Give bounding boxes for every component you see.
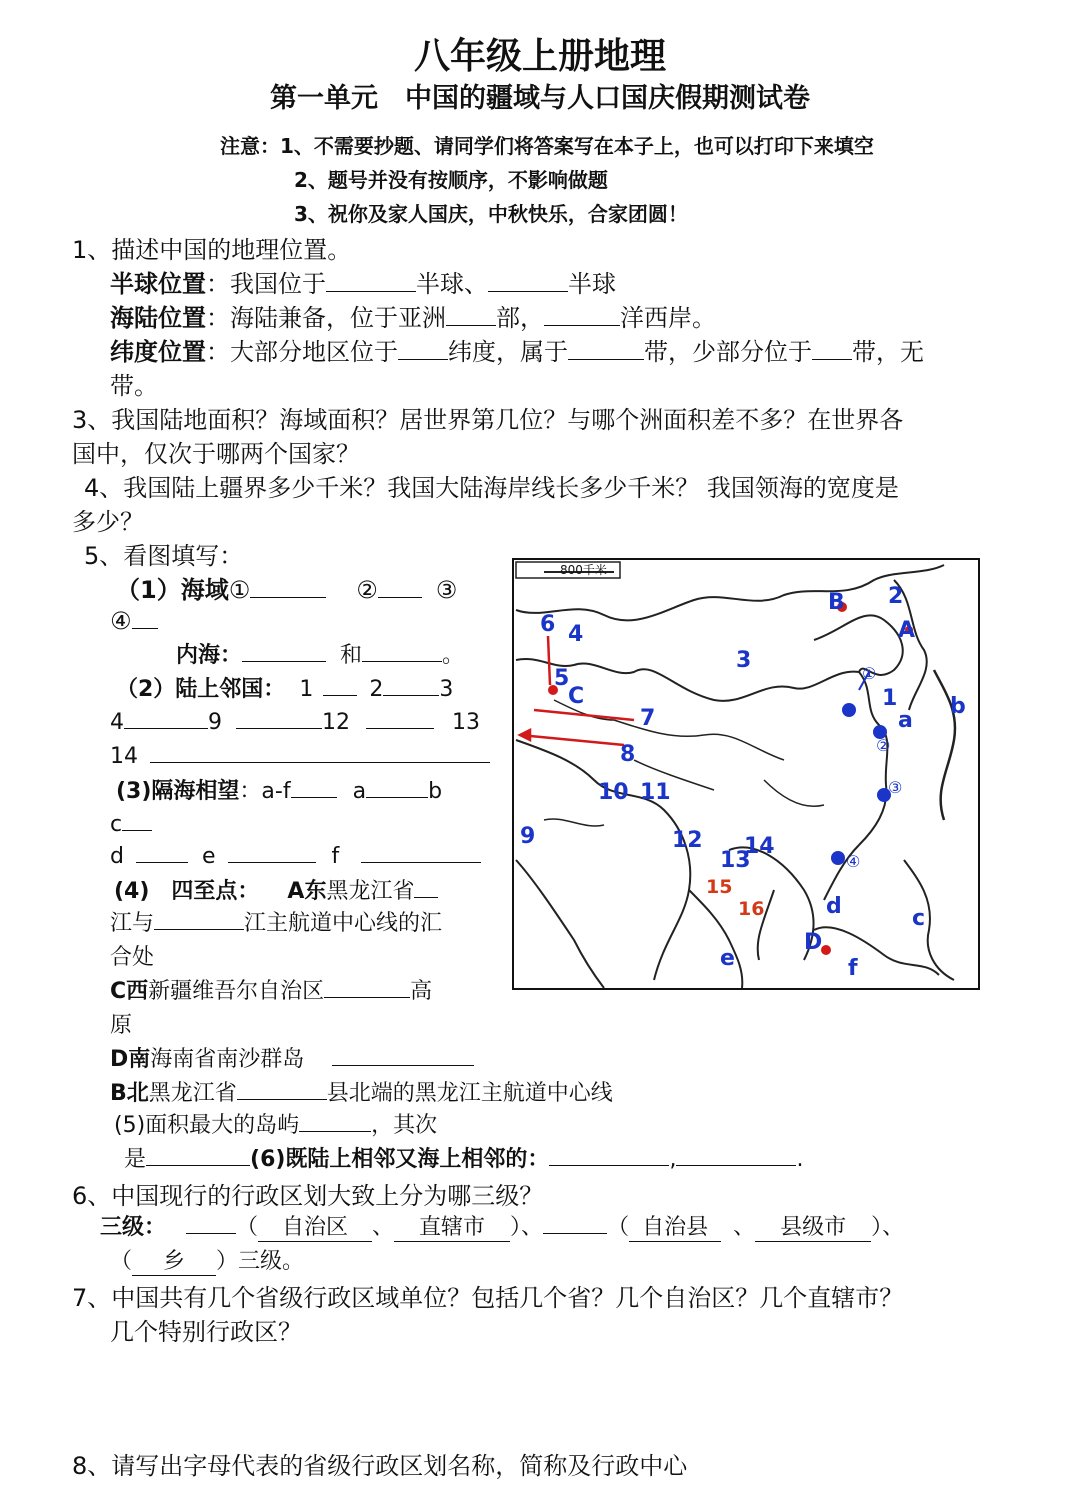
asia-map xyxy=(512,558,980,990)
blank[interactable] xyxy=(291,775,337,798)
text: ④ xyxy=(110,607,132,635)
blank[interactable] xyxy=(446,301,496,326)
q5-s4-c-line2: 原 xyxy=(110,1013,133,1038)
blank[interactable] xyxy=(237,1077,327,1100)
q5-s2-line3 xyxy=(110,740,490,769)
q1-latitude-end: 带。 xyxy=(110,372,158,400)
q6-stem: 6、中国现行的行政区划大致上分为哪三级？ xyxy=(72,1182,544,1210)
text: ① xyxy=(228,576,251,604)
text: 是 xyxy=(124,1147,147,1172)
text: 黑龙江省 xyxy=(148,1081,237,1106)
text: ：我国位于 xyxy=(206,270,326,298)
arrow-8 xyxy=(520,735,624,745)
text: 纬度，属于 xyxy=(448,338,568,366)
blank[interactable] xyxy=(398,335,448,360)
text: . xyxy=(796,1147,804,1172)
map-scale: 800千米 xyxy=(560,563,607,577)
map-label-7: 7 xyxy=(640,706,656,731)
blank[interactable] xyxy=(324,975,410,998)
latitude-label: 纬度位置 xyxy=(110,338,206,366)
text: ）、 xyxy=(871,1215,905,1240)
text: ，其次 xyxy=(371,1113,438,1138)
answer-county-city[interactable]: 县级市 xyxy=(755,1210,871,1242)
text: 黑龙江省 xyxy=(326,879,415,904)
q3-line1: 3、我国陆地面积？海域面积？居世界第几位？与哪个洲面积差不多？在世界各 xyxy=(72,406,904,434)
map-label-14: 14 xyxy=(744,834,775,859)
sea-land-label: 海陆位置 xyxy=(110,304,206,332)
map-label-d: d xyxy=(826,894,842,919)
text: b xyxy=(428,779,443,804)
text: 海南省南沙群岛 xyxy=(150,1047,305,1072)
hemisphere-label: 半球位置 xyxy=(110,270,206,298)
q8-line1: 8、请写出字母代表的省级行政区划名称，简称及行政中心 xyxy=(72,1452,688,1480)
blank[interactable] xyxy=(146,1143,250,1166)
blank[interactable] xyxy=(362,639,442,662)
answer-autonomous-county[interactable]: 自治县 xyxy=(629,1210,721,1242)
map-label-A: A xyxy=(898,618,916,643)
map-label-B: B xyxy=(828,590,845,615)
blank[interactable] xyxy=(543,1211,607,1234)
text: 带，少部分位于 xyxy=(644,338,812,366)
blank[interactable] xyxy=(366,775,428,798)
across-sea-label: (3)隔海相望 xyxy=(116,779,240,804)
map-label-circle-3: ③ xyxy=(888,778,903,797)
note-3: 3、祝你及家人国庆，中秋快乐，合家团圆！ xyxy=(294,202,688,226)
text: (6)既陆上相邻又海上相邻的： xyxy=(250,1147,550,1172)
q5-s4-a-line2 xyxy=(110,906,442,937)
blank[interactable] xyxy=(812,335,852,360)
inner-sea-label: 内海： xyxy=(176,643,243,668)
text: 3 xyxy=(439,677,454,702)
blank[interactable] xyxy=(568,335,644,360)
text: 半球、 xyxy=(416,270,488,298)
map-label-6: 6 xyxy=(540,612,556,637)
page-title: 八年级上册地理 xyxy=(413,36,666,77)
text: 13 xyxy=(452,710,480,735)
map-label-3: 3 xyxy=(736,648,752,673)
page-subtitle: 第一单元 中国的疆域与人口国庆假期测试卷 xyxy=(270,83,810,114)
q5-s1 xyxy=(116,570,457,605)
text: （ xyxy=(236,1215,259,1240)
text: 、 xyxy=(372,1215,395,1240)
text: 高 xyxy=(410,979,433,1004)
map-label-2: 2 xyxy=(888,584,904,609)
blank[interactable] xyxy=(236,706,322,729)
text: c xyxy=(110,812,123,837)
blank[interactable] xyxy=(383,673,439,696)
map-label-5: 5 xyxy=(554,666,570,691)
blank[interactable] xyxy=(154,907,244,930)
text: a xyxy=(352,779,367,804)
sea-area-label: （1）海域 xyxy=(116,576,229,604)
blank[interactable] xyxy=(132,604,158,629)
text: f xyxy=(331,844,340,869)
map-label-circle-2: ② xyxy=(876,736,891,755)
map-label-C: C xyxy=(568,684,585,709)
text: d xyxy=(110,844,124,869)
blank[interactable] xyxy=(332,1043,474,1066)
text: （ xyxy=(607,1215,630,1240)
text: ）三级。 xyxy=(216,1249,305,1274)
blank[interactable] xyxy=(242,639,326,662)
text: A东 xyxy=(287,879,327,904)
text: 。 xyxy=(442,643,465,668)
blank[interactable] xyxy=(150,740,490,763)
text: C西 xyxy=(110,979,149,1004)
map-label-11: 11 xyxy=(640,780,671,805)
text: 洋西岸。 xyxy=(620,304,716,332)
text: 2 xyxy=(369,677,384,702)
q5-s4-c xyxy=(110,974,432,1005)
red-dot-d xyxy=(821,945,831,955)
q1-hemisphere xyxy=(110,264,616,299)
q5-s2-line2 xyxy=(110,706,480,735)
map-label-16: 16 xyxy=(738,898,765,920)
blue-dot-1 xyxy=(842,703,856,717)
q7-line1: 7、中国共有几个省级行政区域单位？包括几个省？几个自治区？几个直辖市？ xyxy=(72,1284,904,1312)
map-label-8: 8 xyxy=(620,742,636,767)
q5-s4 xyxy=(114,874,438,905)
answer-township[interactable]: 乡 xyxy=(132,1244,216,1276)
note-1: 注意：1、不需要抄题、请同学们将答案写在本子上，也可以打印下来填空 xyxy=(220,134,874,158)
q5-s4-b xyxy=(110,1076,613,1107)
map-label-f: f xyxy=(848,956,858,981)
q5-s4-a-line3: 合处 xyxy=(110,945,155,970)
blank[interactable] xyxy=(549,1143,669,1166)
text: , xyxy=(669,1147,677,1172)
blank[interactable] xyxy=(250,573,326,598)
map-label-9: 9 xyxy=(520,824,536,849)
blank[interactable] xyxy=(299,1109,371,1132)
blank[interactable] xyxy=(228,840,316,863)
text: 12 xyxy=(322,710,350,735)
map-label-circle-4: ④ xyxy=(846,852,861,871)
text: ③ xyxy=(435,576,458,604)
q5-inner-sea xyxy=(176,638,464,669)
q5-s5 xyxy=(114,1108,437,1139)
text: D南 xyxy=(110,1047,151,1072)
text: ）、 xyxy=(510,1215,544,1240)
text: 新疆维吾尔自治区 xyxy=(148,979,325,1004)
text: 、 xyxy=(733,1215,756,1240)
blank[interactable] xyxy=(326,267,416,292)
q1-stem: 1、描述中国的地理位置。 xyxy=(72,236,352,264)
extreme-points-label: (4) 四至点： xyxy=(114,879,260,904)
q4-line2: 多少？ xyxy=(72,508,144,536)
text: (5)面积最大的岛屿 xyxy=(114,1113,300,1138)
q5-s3 xyxy=(116,774,442,805)
q7-line2: 几个特别行政区？ xyxy=(110,1318,302,1346)
q1-latitude xyxy=(110,332,924,367)
answer-autonomous-region[interactable]: 自治区 xyxy=(258,1210,372,1242)
q5-s4-d xyxy=(110,1042,474,1073)
q5-s1-line2 xyxy=(110,604,158,635)
text: 和 xyxy=(340,643,363,668)
map-label-12: 12 xyxy=(672,828,703,853)
q6-answer xyxy=(100,1210,904,1242)
levels-label: 三级： xyxy=(100,1215,167,1240)
q5-s3-line3 xyxy=(110,840,481,869)
map-label-13: 13 xyxy=(720,848,751,873)
q5-s2 xyxy=(116,672,453,703)
text: ：a-f xyxy=(239,779,291,804)
text: ：大部分地区位于 xyxy=(206,338,398,366)
q5-s3-line2 xyxy=(110,808,152,837)
map-label-15: 15 xyxy=(706,876,733,898)
text: 部， xyxy=(496,304,544,332)
q5-s5-s6 xyxy=(124,1142,803,1173)
blank[interactable] xyxy=(186,1211,236,1234)
text: B北 xyxy=(110,1081,149,1106)
text: 14 xyxy=(110,744,138,769)
neighbors-label: （2）陆上邻国： xyxy=(116,677,286,702)
map-label-b: b xyxy=(950,694,966,719)
map-label-1: 1 xyxy=(882,686,898,711)
blue-dot-4 xyxy=(831,851,845,865)
blank[interactable] xyxy=(544,301,620,326)
blank[interactable] xyxy=(323,673,357,696)
text: 江与 xyxy=(110,911,155,936)
map-label-a: a xyxy=(898,708,913,733)
blank[interactable] xyxy=(366,706,434,729)
text: 4 xyxy=(110,710,124,735)
blank[interactable] xyxy=(361,840,481,863)
q5-stem: 5、看图填写： xyxy=(84,542,244,570)
text: 江主航道中心线的汇 xyxy=(244,911,443,936)
map-label-c: c xyxy=(912,906,926,931)
q1-sea-land xyxy=(110,298,716,333)
map-label-e-west: e xyxy=(720,946,735,971)
text: 带，无 xyxy=(852,338,924,366)
blank[interactable] xyxy=(378,573,422,598)
map-label-4: 4 xyxy=(568,622,584,647)
blank[interactable] xyxy=(676,1143,796,1166)
answer-municipality[interactable]: 直辖市 xyxy=(394,1210,510,1242)
map-label-10: 10 xyxy=(598,780,629,805)
blank[interactable] xyxy=(136,840,188,863)
blank[interactable] xyxy=(122,808,152,831)
map-label-D: D xyxy=(804,930,823,955)
blank[interactable] xyxy=(488,267,568,292)
text: ：海陆兼备，位于亚洲 xyxy=(206,304,446,332)
q6-answer-line2 xyxy=(110,1244,304,1276)
text: （ xyxy=(110,1249,133,1274)
arrow-7 xyxy=(534,710,634,720)
q3-line2: 国中，仅次于哪两个国家？ xyxy=(72,440,360,468)
text: 县北端的黑龙江主航道中心线 xyxy=(326,1081,613,1106)
text: 9 xyxy=(208,710,222,735)
text: e xyxy=(201,844,216,869)
note-2: 2、题号并没有按顺序，不影响做题 xyxy=(294,168,608,192)
text: 1 xyxy=(299,677,314,702)
blank[interactable] xyxy=(414,875,438,898)
blank[interactable] xyxy=(124,706,208,729)
text: ② xyxy=(356,576,378,604)
text: 半球 xyxy=(568,270,616,298)
q4-line1: 4、我国陆上疆界多少千米？我国大陆海岸线长多少千米？ 我国领海的宽度是 xyxy=(84,474,899,502)
map-label-circle-1: ① xyxy=(862,664,877,683)
